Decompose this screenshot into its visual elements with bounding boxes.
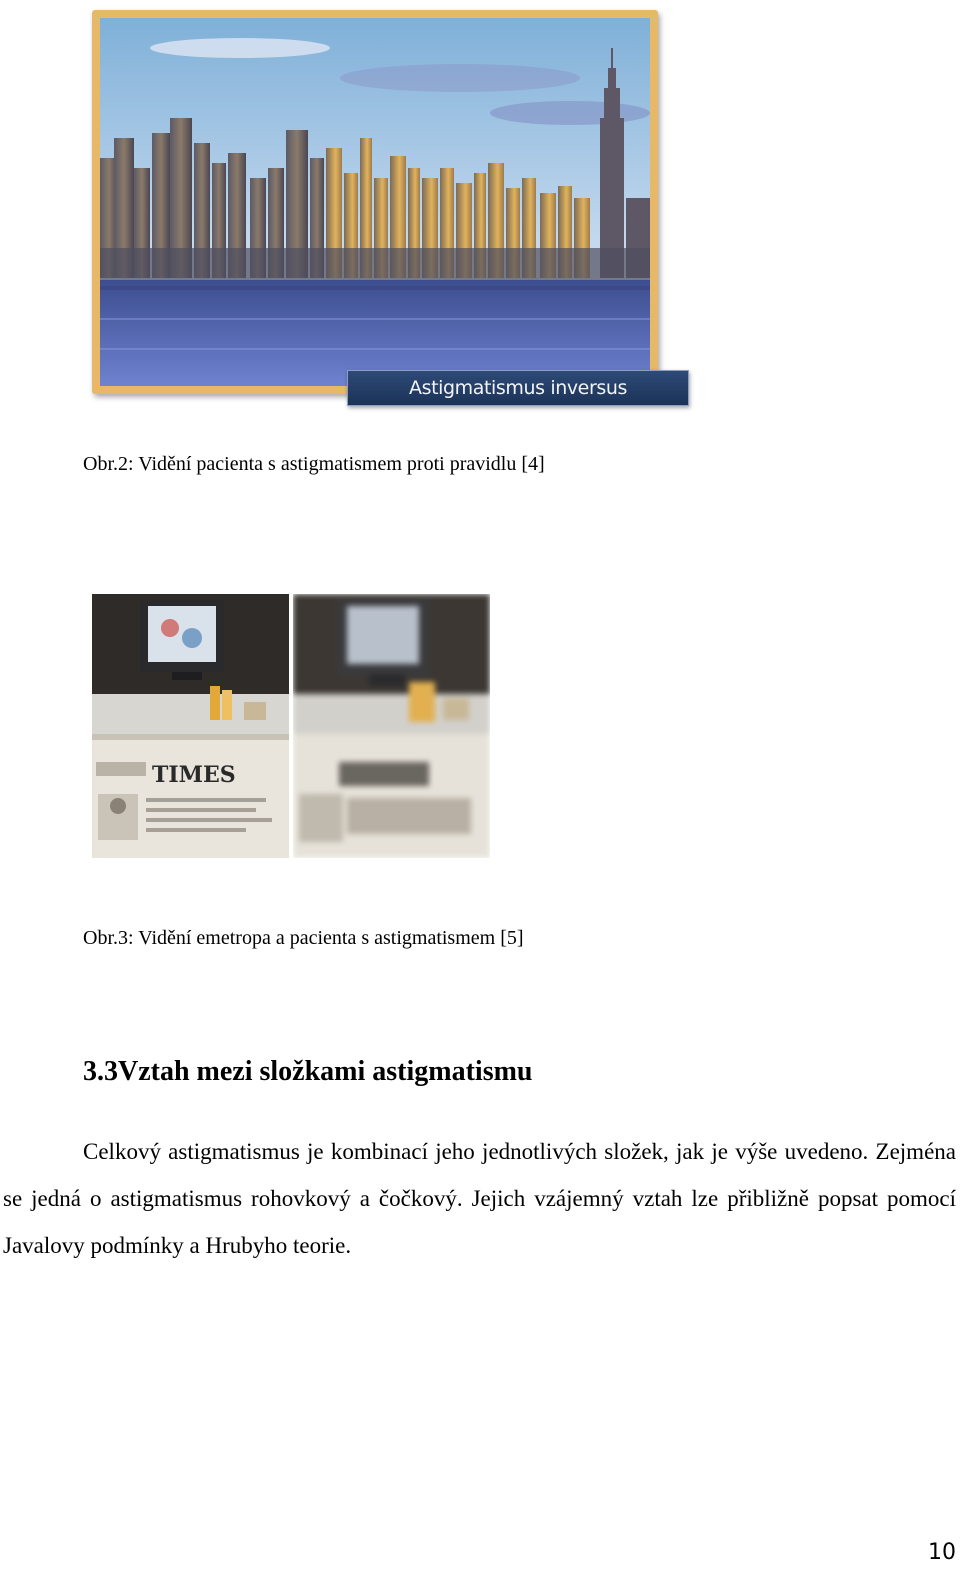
- section-heading: 3.3Vztah mezi složkami astigmatismu: [83, 1056, 533, 1087]
- section-paragraph: Celkový astigmatismus je kombinací jeho jednotlivých složek, jak je výše uvedeno. Zejména se jedná o astigmatismus rohovkový a čočkový. Jejich vzájemný vztah lze přibližně popsat pomocí Javalovy podmínky a Hrubyho teorie.: [3, 1139, 956, 1258]
- figure-skyline: [92, 10, 690, 408]
- newspaper-masthead: TIMES: [152, 762, 236, 788]
- emmetrope-view-photo: [92, 594, 289, 858]
- figure-frame: [92, 10, 658, 394]
- skyline-photo: [100, 18, 650, 386]
- astigmatic-view-photo: [293, 594, 490, 858]
- figure-vision-comparison: [92, 594, 490, 858]
- figure-caption-2: Obr.2: Vidění pacienta s astigmatismem proti pravidlu [4]: [83, 453, 545, 475]
- page-number: 10: [928, 1540, 956, 1565]
- figure-label: Astigmatismus inversus: [347, 370, 689, 406]
- figure-caption-3: Obr.3: Vidění emetropa a pacienta s astigmatismem [5]: [83, 927, 524, 949]
